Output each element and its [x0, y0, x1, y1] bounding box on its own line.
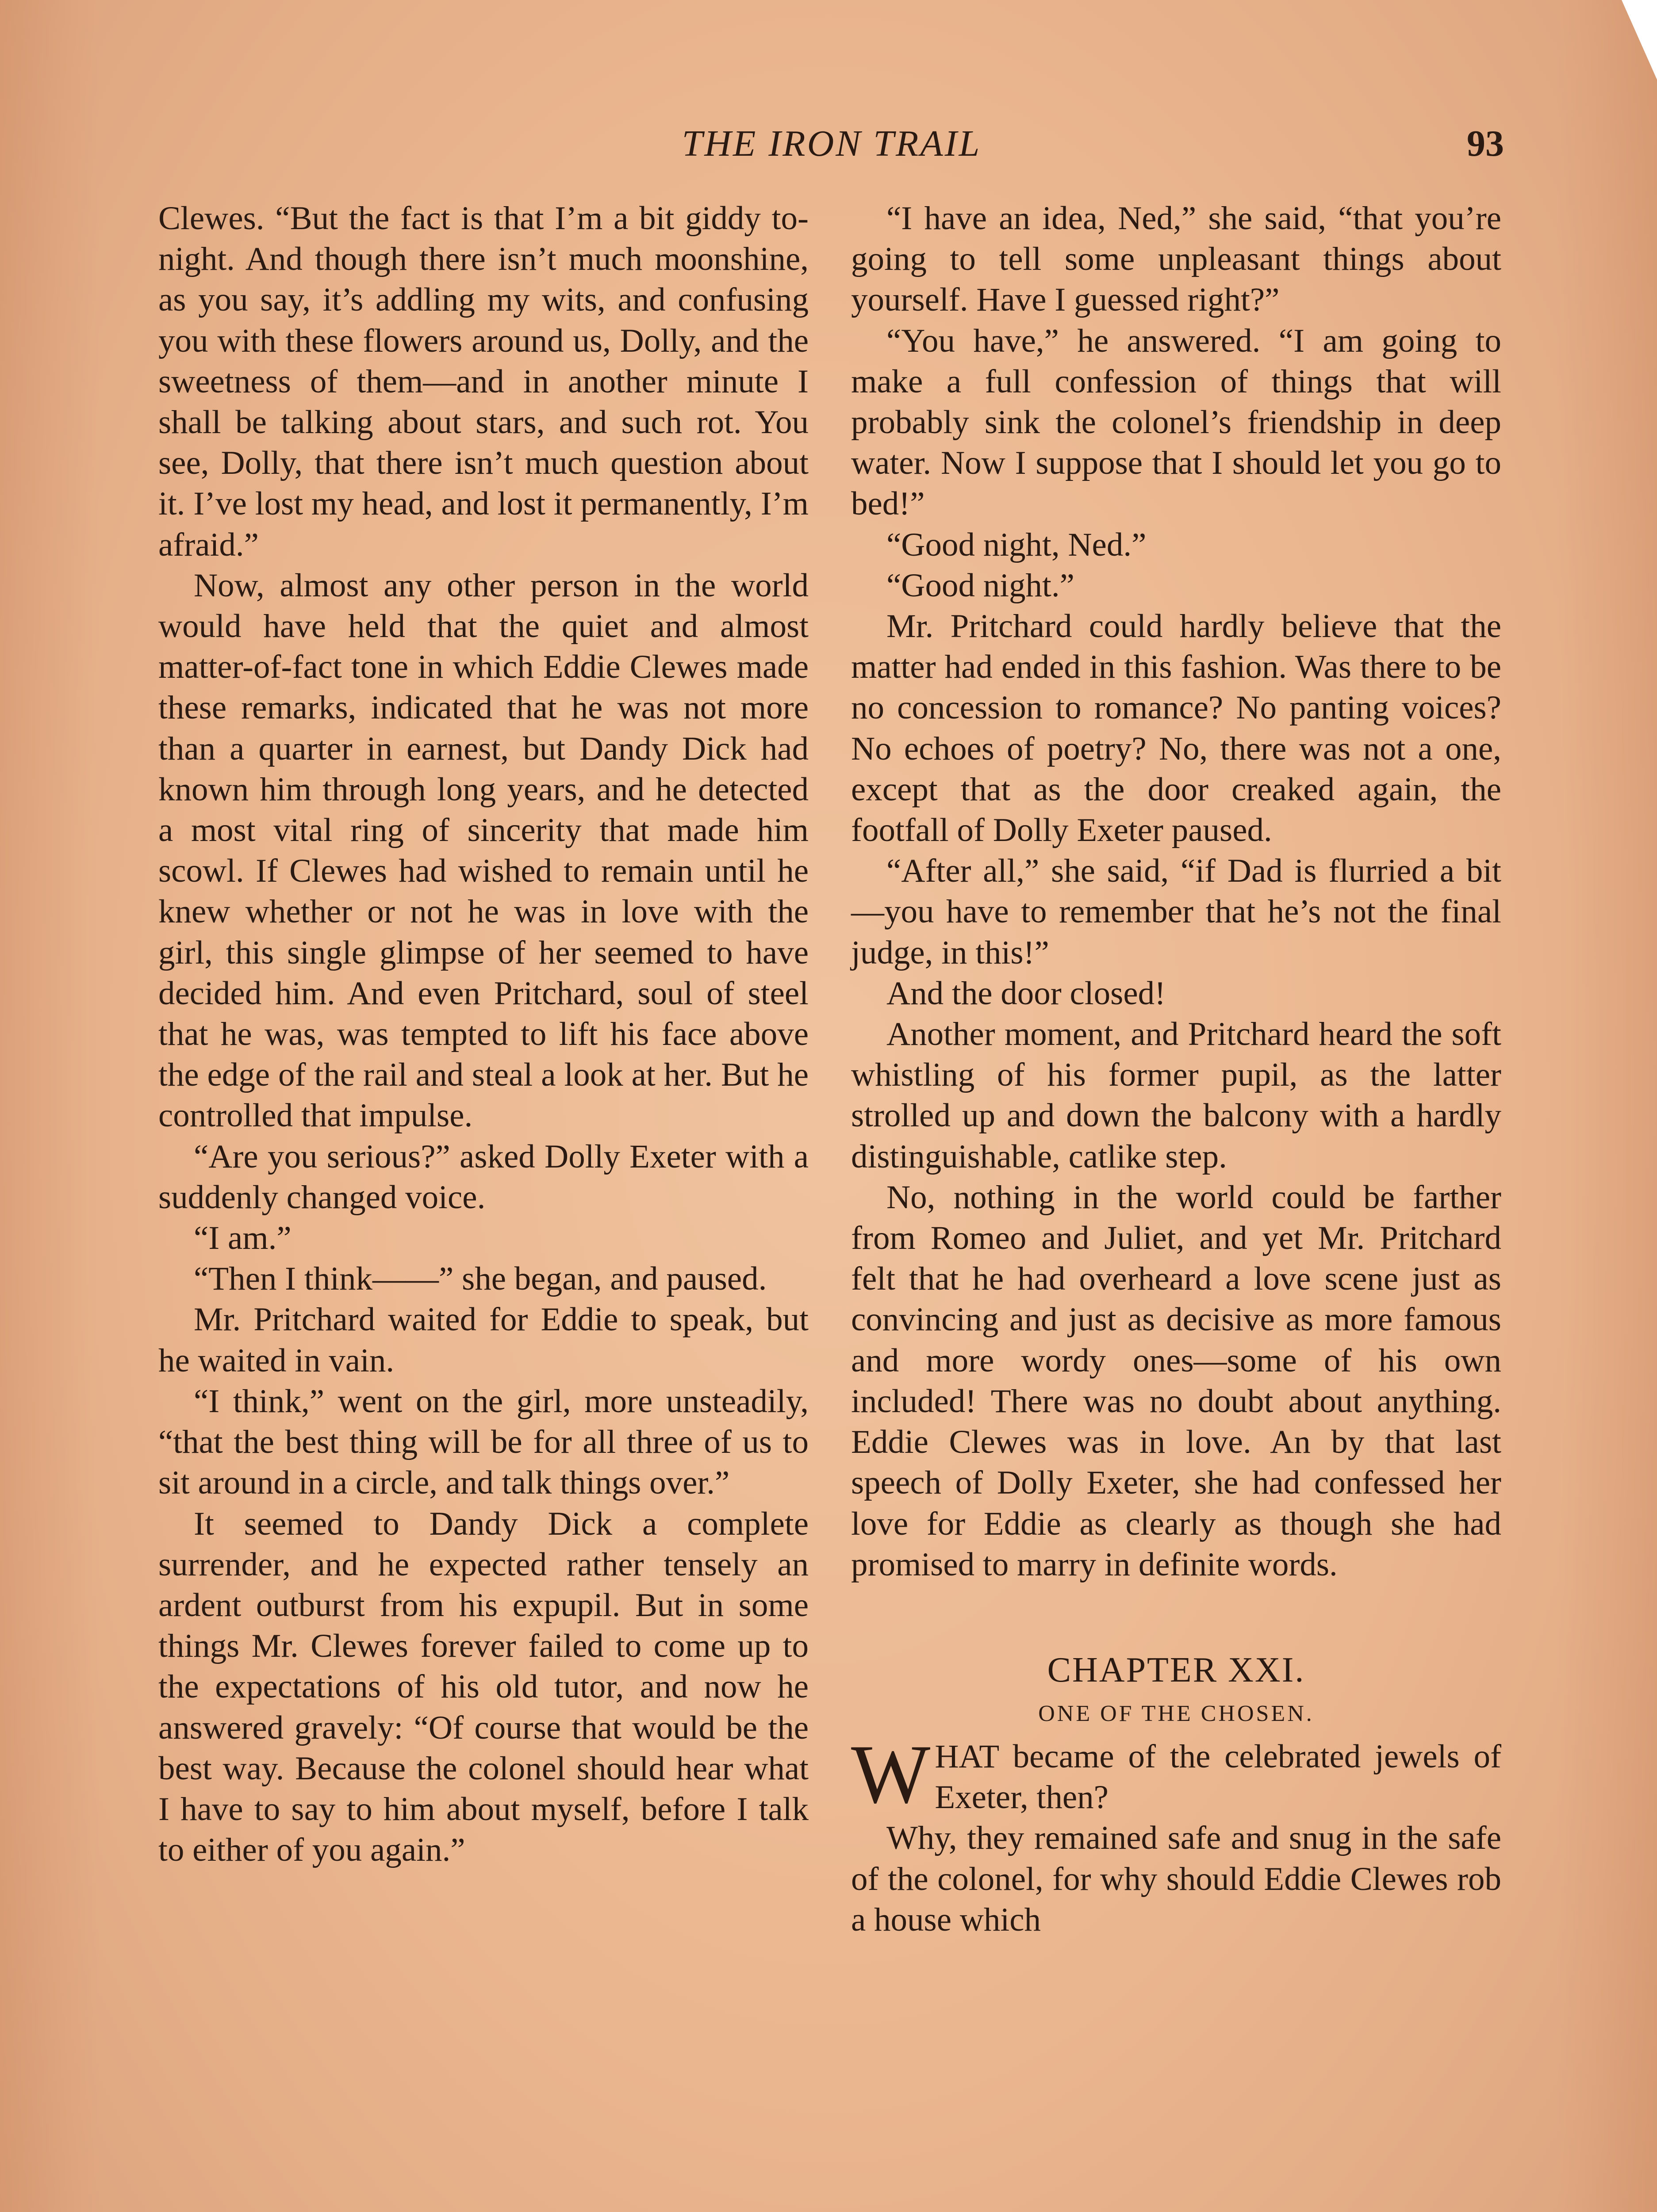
paragraph: “I have an idea, Ned,” she said, “that you’re going to tell some unpleasant things about yourself. Have I guessed right?”	[851, 200, 1501, 319]
paragraph: “Good night, Ned.”	[886, 526, 1147, 563]
paragraph: “I think,” went on the girl, more unsteadily, “that the best thing will be for all three of us to sit around in a circle, and talk things over.”	[158, 1382, 809, 1502]
paragraph: “I am.”	[194, 1220, 292, 1257]
paragraph: “You have,” he answered. “I am going to make a full confession of things that will probably sink the colonel’s friendship in deep water. Now I suppose that I should let you go to bed!”	[851, 322, 1501, 522]
page-header	[159, 119, 1504, 168]
paragraph: Clewes. “But the fact is that I’m a bit giddy to-night. And though there isn’t much moonshine, as you say, it’s addling my wits, and confusing you with these flowers around us, Dolly, and the sweetness of them—and in another minute I shall be talking about stars, and such rot. You see, Dolly, that there isn’t much question about it. I’ve lost my head, and lost it permanently, I’m afraid.”	[158, 200, 809, 563]
paragraph: “Then I think——” she began, and paused.	[194, 1260, 767, 1298]
paragraph: And the door closed!	[886, 975, 1166, 1012]
paragraph: No, nothing in the world could be farther from Romeo and Juliet, and yet Mr. Pritchard felt that he had overheard a love scene just as convincing and just as decisive as more famous and more wordy ones—some of his own included! There was no doubt about anything. Eddie Clewes was in love. An by that last speech of Dolly Exeter, she had confessed her love for Eddie as clearly as though she had promised to marry in definite words.	[851, 1179, 1501, 1583]
opening-text: HAT became of the celebrated jewels of Exeter, then?	[935, 1738, 1501, 1816]
torn-corner	[1622, 0, 1657, 80]
left-column	[158, 198, 809, 1870]
paragraph: Now, almost any other person in the world would have held that the quiet and almost matter-of-fact tone in which Eddie Clewes made these remarks, indicated that he was not more than a quarter in earnest, but Dandy Dick had known him through long years, and he detected a most vital ring of sincerity that made him scowl. If Clewes had wished to remain until he knew whether or not he was in love with the girl, this single glimpse of her seemed to have decided him. And even Pritchard, soul of steel that he was, was tempted to lift his face above the edge of the rail and steal a look at her. But he controlled that impulse.	[158, 567, 809, 1134]
right-column	[851, 198, 1501, 1940]
chapter-subtitle: ONE OF THE CHOSEN.	[1038, 1701, 1314, 1726]
page-number: 93	[1467, 123, 1504, 164]
paragraph: “After all,” she said, “if Dad is flurried a bit—you have to remember that he’s not the final judge, in this!”	[851, 853, 1501, 971]
drop-cap: W	[851, 1728, 931, 1821]
paragraph: Another moment, and Pritchard heard the soft whistling of his former pupil, as the latter strolled up and down the balcony with a hardly distinguishable, catlike step.	[851, 1016, 1501, 1175]
paragraph: It seemed to Dandy Dick a complete surrender, and he expected rather tensely an ardent outburst from his expupil. But in some things Mr. Clewes forever failed to come up to the expectations of his old tutor, and now he answered gravely: “Of course that would be the best way. Because the colonel should hear what I have to say to him about myself, before I talk to either of you again.”	[158, 1505, 809, 1869]
paragraph: Why, they remained safe and snug in the safe of the colonel, for why should Eddie Clewes rob a house which	[851, 1820, 1501, 1938]
chapter-title: CHAPTER XXI.	[1047, 1650, 1305, 1690]
paragraph: Mr. Pritchard could hardly believe that the matter had ended in this fashion. Was there to be no concession to romance? No panting voices? No echoes of poetry? No, there was not a one, except that as the door creaked again, the footfall of Dolly Exeter paused.	[851, 608, 1501, 849]
paragraph: “Good night.”	[886, 567, 1074, 604]
paragraph: Mr. Pritchard waited for Eddie to speak, but he waited in vain.	[158, 1301, 809, 1379]
paragraph: “Are you serious?” asked Dolly Exeter with a suddenly changed voice.	[158, 1138, 809, 1216]
running-title: THE IRON TRAIL	[682, 123, 982, 164]
chapter-opening-paragraph	[851, 1728, 1501, 1821]
